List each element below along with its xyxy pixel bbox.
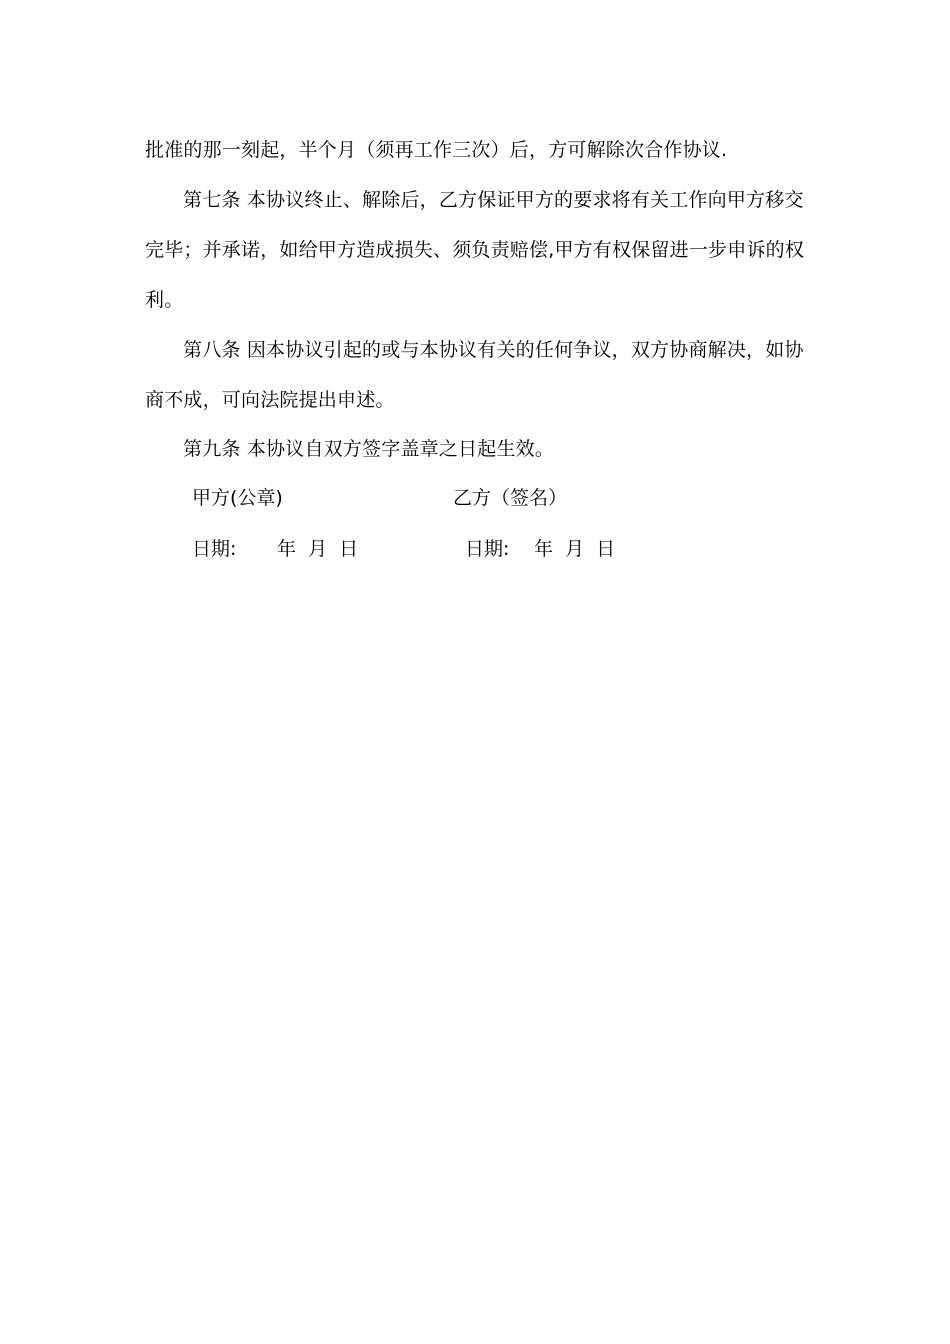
party-b-date-label: 日期: <box>465 538 510 560</box>
article-eight-line: 第八条 因本协议引起的或与本协议有关的任何争议，双方协商解决，如协 <box>183 339 804 361</box>
party-a-label: 甲方(公章) <box>192 487 283 509</box>
paragraph-line: 批准的那一刻起，半个月（须再工作三次）后，方可解除次合作协议. <box>145 139 728 161</box>
paragraph-line: 商不成，可向法院提出申述。 <box>145 389 395 411</box>
article-seven-line: 第七条 本协议终止、解除后，乙方保证甲方的要求将有关工作向甲方移交 <box>183 189 804 211</box>
party-b-label: 乙方（签名） <box>453 487 568 509</box>
paragraph-line: 利。 <box>145 289 184 311</box>
paragraph-line: 完毕；并承诺，如给甲方造成损失、须负责赔偿,甲方有权保留进一步申诉的权 <box>145 239 805 261</box>
party-a-date-label: 日期: <box>192 538 237 560</box>
party-a-date-fields: 年 月 日 <box>277 538 359 560</box>
party-b-date-fields: 年 月 日 <box>534 538 616 560</box>
article-nine-line: 第九条 本协议自双方签字盖章之日起生效。 <box>183 438 555 460</box>
